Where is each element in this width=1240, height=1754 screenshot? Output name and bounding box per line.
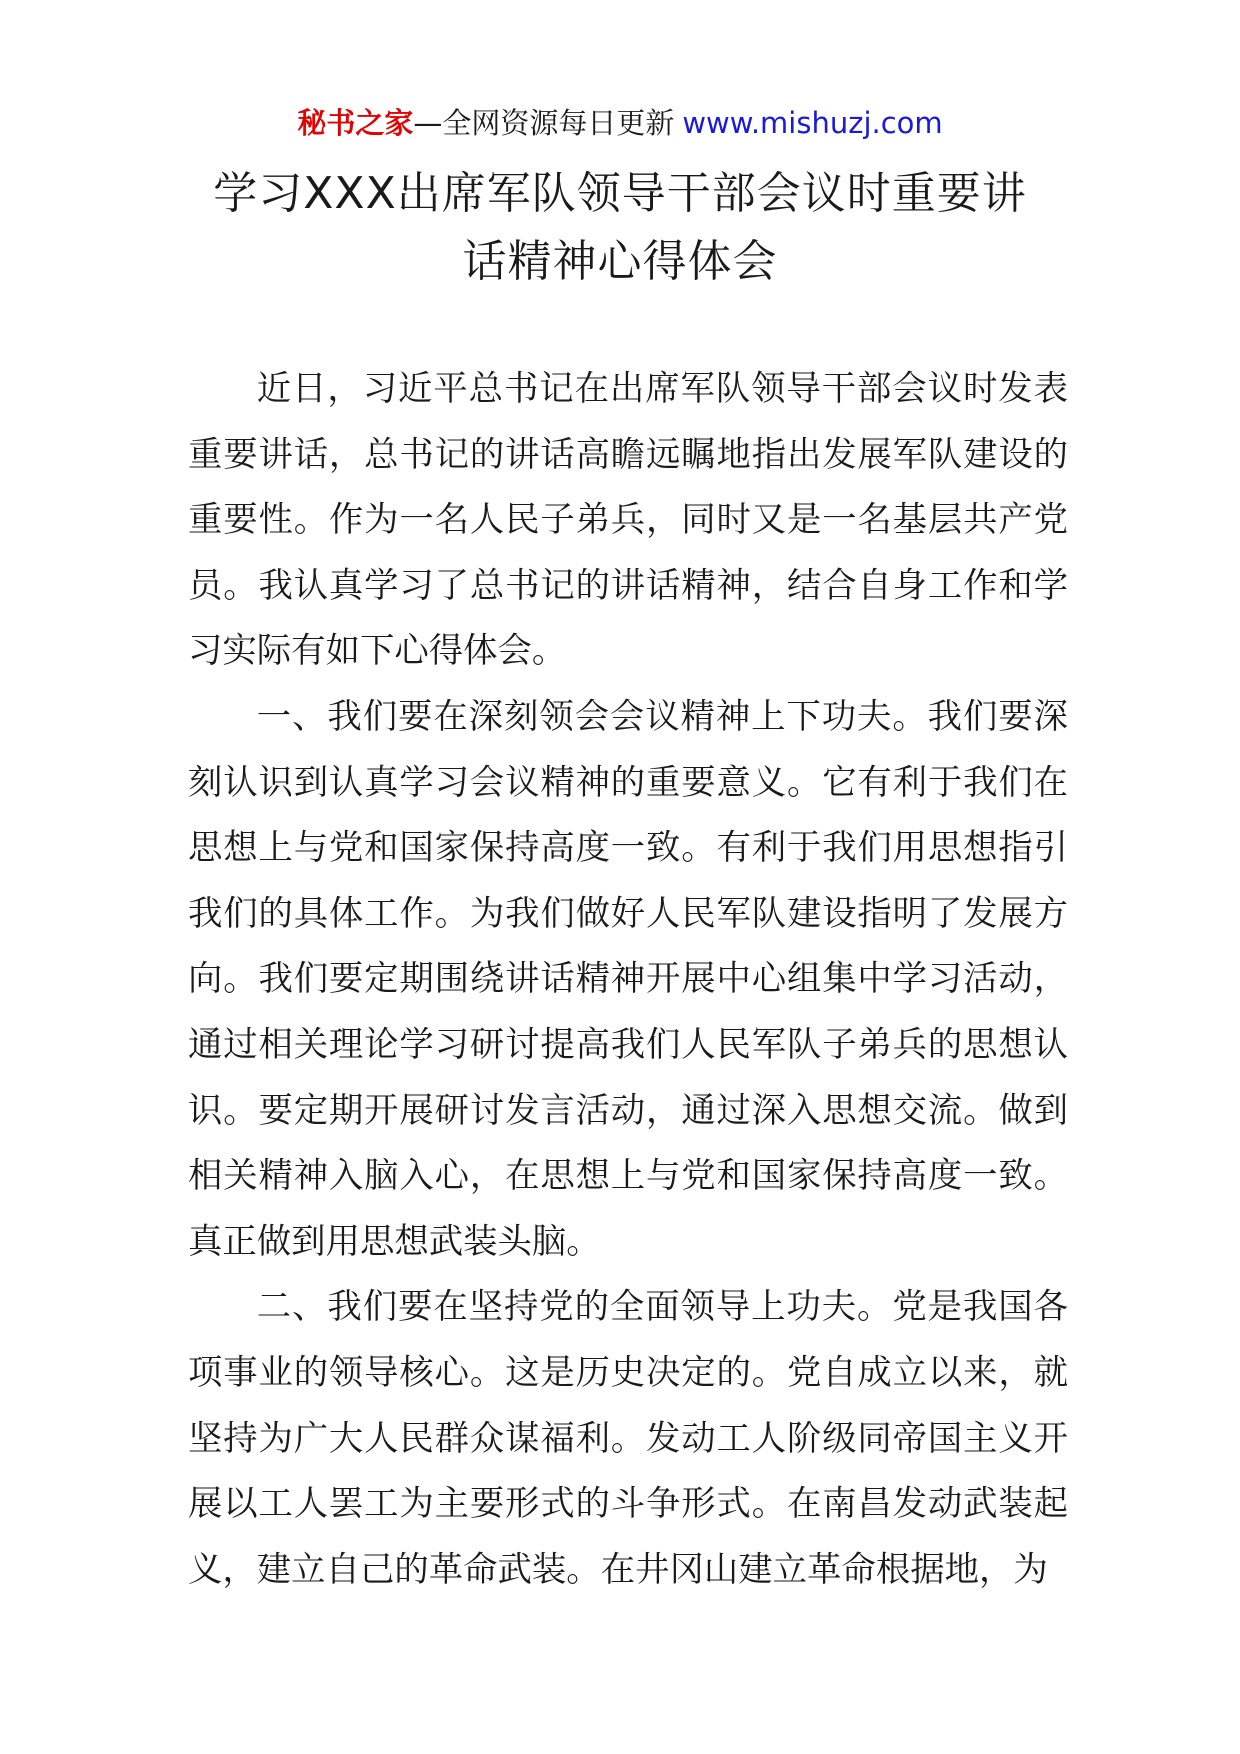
paragraph-section-2: 二、我们要在坚持党的全面领导上功夫。党是我国各项事业的领导核心。这是历史决定的。党自成立以来，就坚持为广大人民群众谋福利。发动工人阶级同帝国主义开展以工人罢工为主要形式的斗争形式。在南昌发动武装起义，建立自己的革命武装。在井冈山建立革命根据地，为 — [188, 1287, 1068, 1590]
document-title — [170, 160, 1070, 296]
document-body — [188, 357, 1068, 1603]
brand-name: 秘书之家 — [297, 106, 414, 140]
site-url-link[interactable]: www.mishuzj.com — [682, 106, 943, 140]
header-tagline: —全网资源每日更新 — [413, 106, 675, 140]
site-header — [0, 100, 1240, 146]
title-line-2: 话精神心得体会 — [462, 236, 778, 287]
paragraph-section-1: 一、我们要在深刻领会会议精神上下功夫。我们要深刻认识到认真学习会议精神的重要意义。它有利于我们在思想上与党和国家保持高度一致。有利于我们用思想指引我们的具体工作。为我们做好人民军队建设指明了发展方向。我们要定期围绕讲话精神开展中心组集中学习活动，通过相关理论学习研讨提高我们人民军队子弟兵的思想认识。要定期开展研讨发言活动，通过深入思想交流。做到相关精神入脑入心，在思想上与党和国家保持高度一致。真正做到用思想武装头脑。 — [188, 696, 1068, 1262]
paragraph-intro: 近日，习近平总书记在出席军队领导干部会议时发表重要讲话，总书记的讲话高瞻远瞩地指出发展军队建设的重要性。作为一名人民子弟兵，同时又是一名基层共产党员。我认真学习了总书记的讲话精神，结合自身工作和学习实际有如下心得体会。 — [188, 369, 1068, 672]
title-line-1: 学习XXX出席军队领导干部会议时重要讲 — [213, 168, 1027, 219]
